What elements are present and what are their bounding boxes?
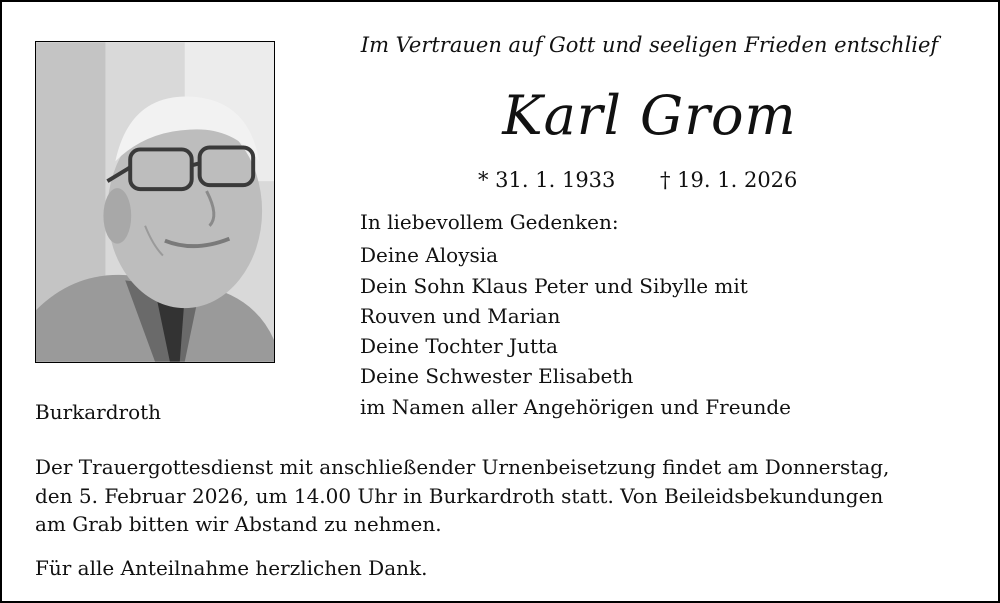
deceased-name: Karl Grom — [502, 84, 797, 147]
birth-date: * 31. 1. 1933 — [478, 168, 616, 192]
service-announcement — [35, 453, 975, 539]
mourner-line: Dein Sohn Klaus Peter und Sibylle mit — [360, 273, 748, 298]
portrait-illustration — [36, 42, 274, 362]
mourner-line: im Namen aller Angehörigen und Freunde — [360, 394, 791, 419]
place-name: Burkardroth — [35, 400, 162, 424]
mourner-line: Deine Aloysia — [360, 243, 499, 268]
mourners-list — [360, 207, 791, 422]
death-date: † 19. 1. 2026 — [660, 168, 798, 192]
service-line: am Grab bitten wir Abstand zu nehmen. — [35, 512, 442, 536]
mourner-line: Rouven und Marian — [360, 303, 561, 328]
thanks-line: Für alle Anteilnahme herzlichen Dank. — [35, 556, 428, 580]
intro-line: Im Vertrauen auf Gott und seeligen Frieden entschlief — [360, 33, 939, 57]
service-line: den 5. Februar 2026, um 14.00 Uhr in Burkardroth statt. Von Beileidsbekundungen — [35, 483, 884, 508]
portrait-photo — [35, 41, 275, 363]
mourner-line: Deine Tochter Jutta — [360, 334, 558, 359]
service-line: Der Trauergottesdienst mit anschließender Urnenbeisetzung findet am Donnerstag, — [35, 455, 890, 479]
mourners-heading: In liebevollem Gedenken: — [360, 210, 619, 234]
mourner-line: Deine Schwester Elisabeth — [360, 364, 634, 389]
